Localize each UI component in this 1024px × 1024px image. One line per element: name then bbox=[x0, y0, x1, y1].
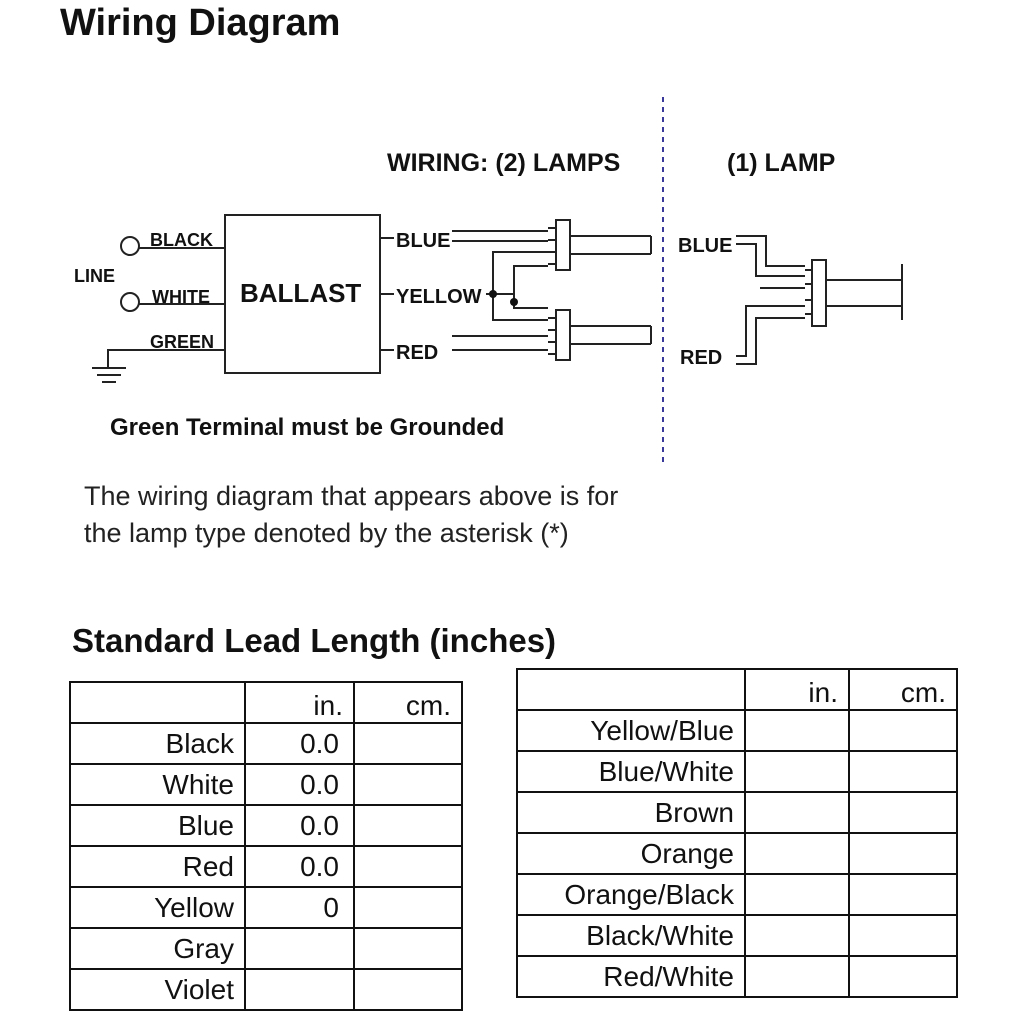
line-terminal-white bbox=[121, 293, 139, 311]
lead-cm-cell bbox=[849, 833, 957, 874]
lead-color-cell: Orange/Black bbox=[517, 874, 745, 915]
lead-length-table-left bbox=[69, 681, 463, 1011]
lead-in-cell bbox=[245, 969, 354, 1010]
lead-in-cell bbox=[745, 833, 849, 874]
wire-label-blue-single: BLUE bbox=[678, 235, 733, 257]
heading-two-lamps: WIRING: (2) LAMPS bbox=[387, 149, 621, 177]
lead-color-cell: Yellow/Blue bbox=[517, 710, 745, 751]
wire-label-black: BLACK bbox=[150, 230, 213, 250]
lead-cm-cell bbox=[354, 805, 462, 846]
lead-color-cell: Blue/White bbox=[517, 751, 745, 792]
lead-cm-cell bbox=[849, 792, 957, 833]
lead-color-cell: Yellow bbox=[70, 887, 245, 928]
lead-in-cell: 0.0 bbox=[245, 723, 354, 764]
line-label: LINE bbox=[74, 266, 116, 286]
lead-color-cell: Gray bbox=[70, 928, 245, 969]
table-header-row bbox=[70, 682, 462, 723]
lamp-socket-upper bbox=[556, 220, 570, 270]
lead-cm-cell bbox=[849, 956, 957, 997]
note-line: the lamp type denoted by the asterisk (*) bbox=[84, 518, 569, 548]
table-row bbox=[517, 874, 957, 915]
note-line: The wiring diagram that appears above is for bbox=[84, 481, 619, 511]
lead-color-cell: Red bbox=[70, 846, 245, 887]
green-wire bbox=[108, 350, 225, 368]
table-row bbox=[517, 956, 957, 997]
lead-color-cell: White bbox=[70, 764, 245, 805]
lead-cm-cell bbox=[354, 887, 462, 928]
lead-in-cell: 0.0 bbox=[245, 805, 354, 846]
table-row bbox=[70, 805, 462, 846]
lead-color-cell: Red/White bbox=[517, 956, 745, 997]
lead-cm-cell bbox=[849, 915, 957, 956]
line-terminal-black bbox=[121, 237, 139, 255]
wire-label-blue: BLUE bbox=[396, 230, 451, 252]
lead-in-cell bbox=[745, 792, 849, 833]
section-title: Standard Lead Length (inches) bbox=[72, 622, 557, 659]
heading-one-lamp: (1) LAMP bbox=[727, 149, 836, 177]
lead-in-cell bbox=[745, 956, 849, 997]
lamp-socket-single bbox=[812, 260, 826, 326]
table-header-cell: cm. bbox=[849, 669, 957, 710]
table-row bbox=[70, 969, 462, 1010]
table-row bbox=[517, 915, 957, 956]
lead-cm-cell bbox=[849, 710, 957, 751]
table-header-cell: cm. bbox=[354, 682, 462, 723]
lead-cm-cell bbox=[354, 928, 462, 969]
lead-length-table-right bbox=[516, 668, 958, 998]
wire-label-white: WHITE bbox=[152, 287, 210, 307]
table-row bbox=[517, 792, 957, 833]
wire-label-green: GREEN bbox=[150, 332, 215, 352]
table-row bbox=[70, 846, 462, 887]
diagram-note bbox=[84, 478, 784, 552]
lead-cm-cell bbox=[354, 723, 462, 764]
lamp-socket-lower bbox=[556, 310, 570, 360]
table-row bbox=[517, 833, 957, 874]
wiring-diagram bbox=[0, 0, 1024, 480]
table-row bbox=[517, 710, 957, 751]
table-header-cell: in. bbox=[745, 669, 849, 710]
lead-color-cell: Brown bbox=[517, 792, 745, 833]
table-row bbox=[70, 887, 462, 928]
lead-in-cell bbox=[245, 928, 354, 969]
wire-label-red: RED bbox=[396, 342, 439, 364]
ground-icon bbox=[92, 368, 126, 382]
lead-cm-cell bbox=[849, 751, 957, 792]
lead-in-cell: 0.0 bbox=[245, 764, 354, 805]
ballast-label: BALLAST bbox=[240, 278, 362, 308]
lead-cm-cell bbox=[354, 969, 462, 1010]
lead-cm-cell bbox=[849, 874, 957, 915]
lead-color-cell: Orange bbox=[517, 833, 745, 874]
table-header-cell bbox=[517, 669, 745, 710]
table-row bbox=[70, 723, 462, 764]
lead-cm-cell bbox=[354, 846, 462, 887]
junction-dot bbox=[489, 290, 497, 298]
lead-color-cell: Black bbox=[70, 723, 245, 764]
table-row bbox=[70, 764, 462, 805]
ground-note: Green Terminal must be Grounded bbox=[110, 414, 505, 441]
lead-in-cell bbox=[745, 874, 849, 915]
lead-color-cell: Blue bbox=[70, 805, 245, 846]
lead-in-cell bbox=[745, 751, 849, 792]
lead-color-cell: Violet bbox=[70, 969, 245, 1010]
lead-in-cell: 0 bbox=[245, 887, 354, 928]
table-row bbox=[517, 751, 957, 792]
page-title: Wiring Diagram bbox=[60, 2, 341, 44]
lead-cm-cell bbox=[354, 764, 462, 805]
table-row bbox=[70, 928, 462, 969]
table-header-row bbox=[517, 669, 957, 710]
wire-label-yellow: YELLOW bbox=[396, 286, 482, 308]
lead-in-cell bbox=[745, 710, 849, 751]
table-header-cell: in. bbox=[245, 682, 354, 723]
lead-color-cell: Black/White bbox=[517, 915, 745, 956]
lead-in-cell bbox=[745, 915, 849, 956]
wire-label-red-single: RED bbox=[680, 347, 723, 369]
table-header-cell bbox=[70, 682, 245, 723]
junction-dot bbox=[510, 298, 518, 306]
lead-in-cell: 0.0 bbox=[245, 846, 354, 887]
